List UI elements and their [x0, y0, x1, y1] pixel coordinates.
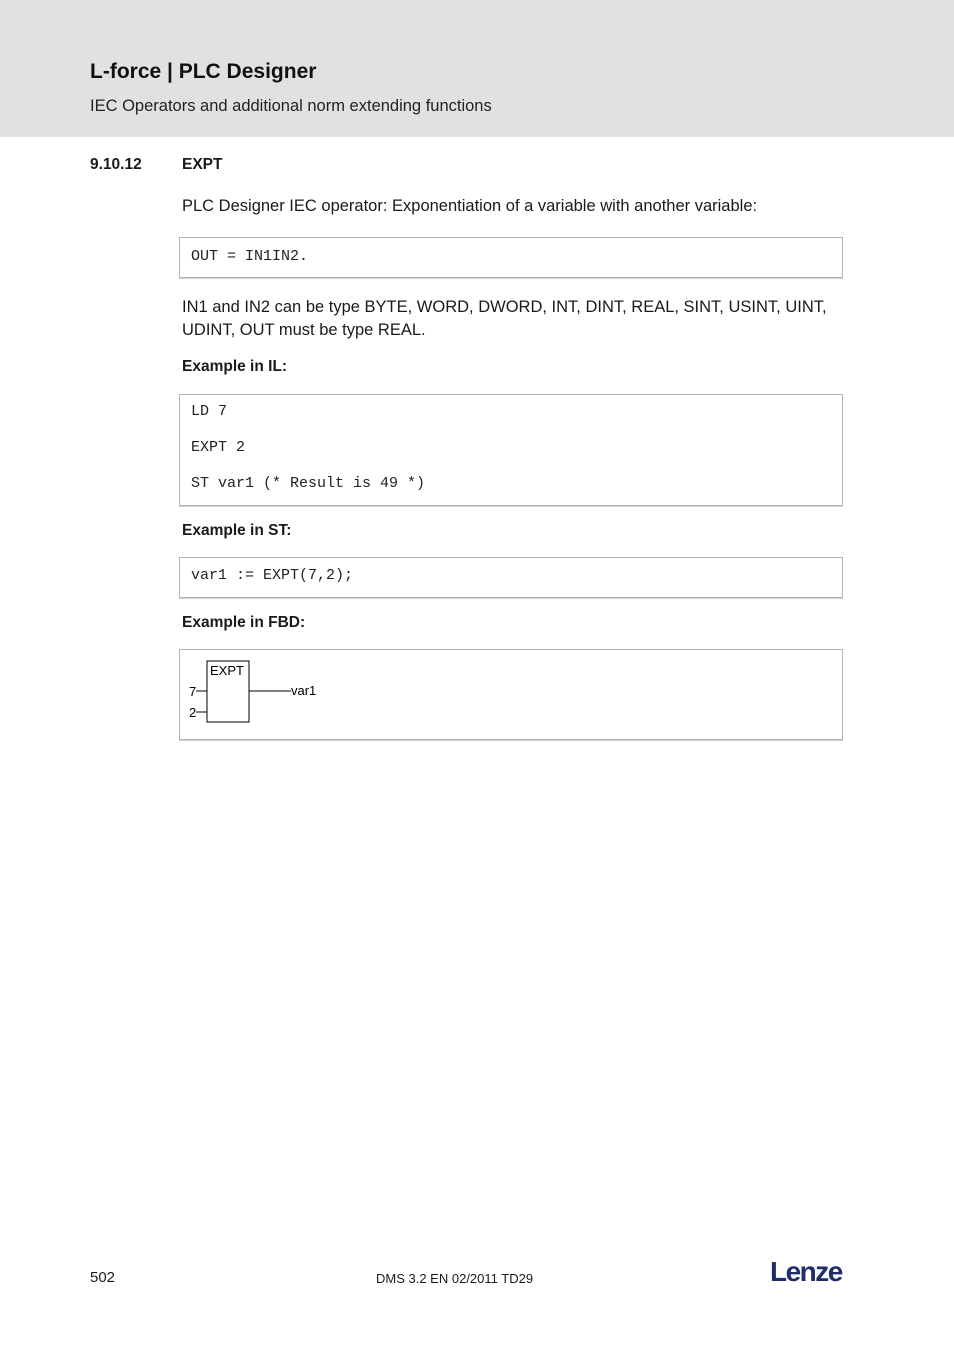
intro-paragraph: PLC Designer IEC operator: Exponentiation of a variable with another variable:: [182, 197, 758, 215]
il-code-line: EXPT 2: [191, 439, 246, 456]
lenze-logo: Lenze: [770, 1256, 842, 1287]
section-title: EXPT: [182, 156, 223, 173]
st-code-line: var1 := EXPT(7,2);: [191, 567, 354, 584]
fbd-input1-label: 7: [189, 684, 197, 699]
st-code-box: [179, 557, 843, 598]
formula-box: [179, 237, 843, 278]
fbd-output-label: var1: [291, 683, 317, 698]
st-example-heading: Example in ST:: [182, 522, 292, 539]
formula-code: OUT = IN1IN2.: [191, 248, 309, 265]
il-code-line: LD 7: [191, 403, 228, 420]
fbd-block-name: EXPT: [210, 663, 244, 678]
page-number: 502: [90, 1269, 116, 1286]
il-example-heading: Example in IL:: [182, 358, 288, 375]
il-code-line: ST var1 (* Result is 49 *): [191, 475, 426, 492]
fbd-diagram: [180, 650, 380, 739]
document-reference: DMS 3.2 EN 02/2011 TD29: [376, 1271, 534, 1286]
document-title: L-force | PLC Designer: [90, 60, 317, 83]
il-code-box: [179, 394, 843, 506]
types-paragraph: IN1 and IN2 can be type BYTE, WORD, DWORD, INT, DINT, REAL, SINT, USINT, UINT, UDINT, OUT must be type REAL.: [182, 298, 827, 339]
document-subtitle: IEC Operators and additional norm extending functions: [90, 97, 492, 115]
section-number: 9.10.12: [90, 156, 142, 173]
fbd-example-heading: Example in FBD:: [182, 614, 306, 631]
fbd-input2-label: 2: [189, 705, 197, 720]
fbd-box: [179, 649, 843, 740]
